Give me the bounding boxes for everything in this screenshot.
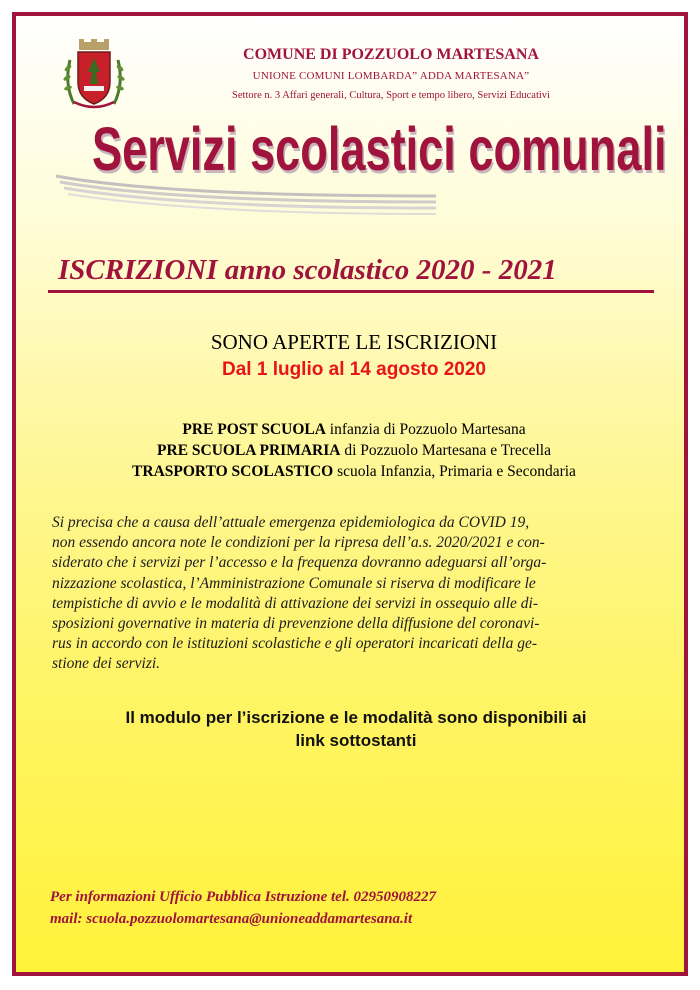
notice-line: siderato che i servizi per l’accesso e la frequenza dovranno adeguarsi all’orga- <box>52 554 547 572</box>
banner-title: Servizi scolastici comunali <box>92 115 667 183</box>
service-name: PRE POST SCUOLA <box>182 421 326 438</box>
notice-line: non essendo ancora note le condizioni per la ripresa dell’a.s. 2020/2021 e con- <box>52 534 545 552</box>
sector-description: Settore n. 3 Affari generali, Cultura, Sport e tempo libero, Servizi Educativi <box>232 90 550 101</box>
notice-line: nizzazione scolastica, l’Amministrazione Comunale si riserva di modificare le <box>52 574 536 592</box>
notice-line: sposizioni governative in materia di prevenzione della diffusione del coronavi- <box>52 615 540 633</box>
municipal-coat-of-arms-icon <box>60 38 128 116</box>
contact-phone: Per informazioni Ufficio Pubblica Istruzione tel. 02950908227 <box>50 889 436 905</box>
form-availability-note <box>56 706 656 752</box>
notice-line: tempistiche di avvio e le modalità di attivazione dei servizi in ossequio alle di- <box>52 594 539 612</box>
service-line <box>16 419 688 440</box>
service-name: TRASPORTO SCOLASTICO <box>132 463 334 480</box>
service-line <box>16 461 688 482</box>
form-note-line: Il modulo per l’iscrizione e le modalità sono disponibili ai <box>125 708 587 727</box>
enrollment-title: ISCRIZIONI anno scolastico 2020 - 2021 <box>58 254 557 286</box>
contact-email: mail: scuola.pozzuolomartesana@unioneaddamartesana.it <box>50 911 413 927</box>
notice-line: Si precisa che a causa dell’attuale emergenza epidemiologica da COVID 19, <box>52 514 530 531</box>
service-line <box>16 440 688 461</box>
service-name: PRE SCUOLA PRIMARIA <box>157 442 341 459</box>
contact-info <box>50 886 436 930</box>
enrollment-underline <box>48 290 654 293</box>
service-detail: di Pozzuolo Martesana e Trecella <box>340 442 551 459</box>
union-name: UNIONE COMUNI LOMBARDA” ADDA MARTESANA” <box>252 70 530 82</box>
enrollment-dates: Dal 1 luglio al 14 agosto 2020 <box>222 359 486 380</box>
enrollment-open-heading: SONO APERTE LE ISCRIZIONI <box>210 330 498 354</box>
notice-line: rus in accordo con le istituzioni scolastiche e gli operatori incaricati della ge- <box>52 635 538 653</box>
form-note-line: link sottostanti <box>295 731 417 750</box>
service-detail: scuola Infanzia, Primaria e Secondaria <box>333 463 576 480</box>
notice-line: stione dei servizi. <box>52 655 161 673</box>
municipality-title: COMUNE DI POZZUOLO MARTESANA <box>243 46 539 63</box>
services-list <box>16 419 688 482</box>
flyer-frame <box>12 12 688 976</box>
service-detail: infanzia di Pozzuolo Martesana <box>325 421 526 438</box>
covid-notice <box>52 513 658 675</box>
